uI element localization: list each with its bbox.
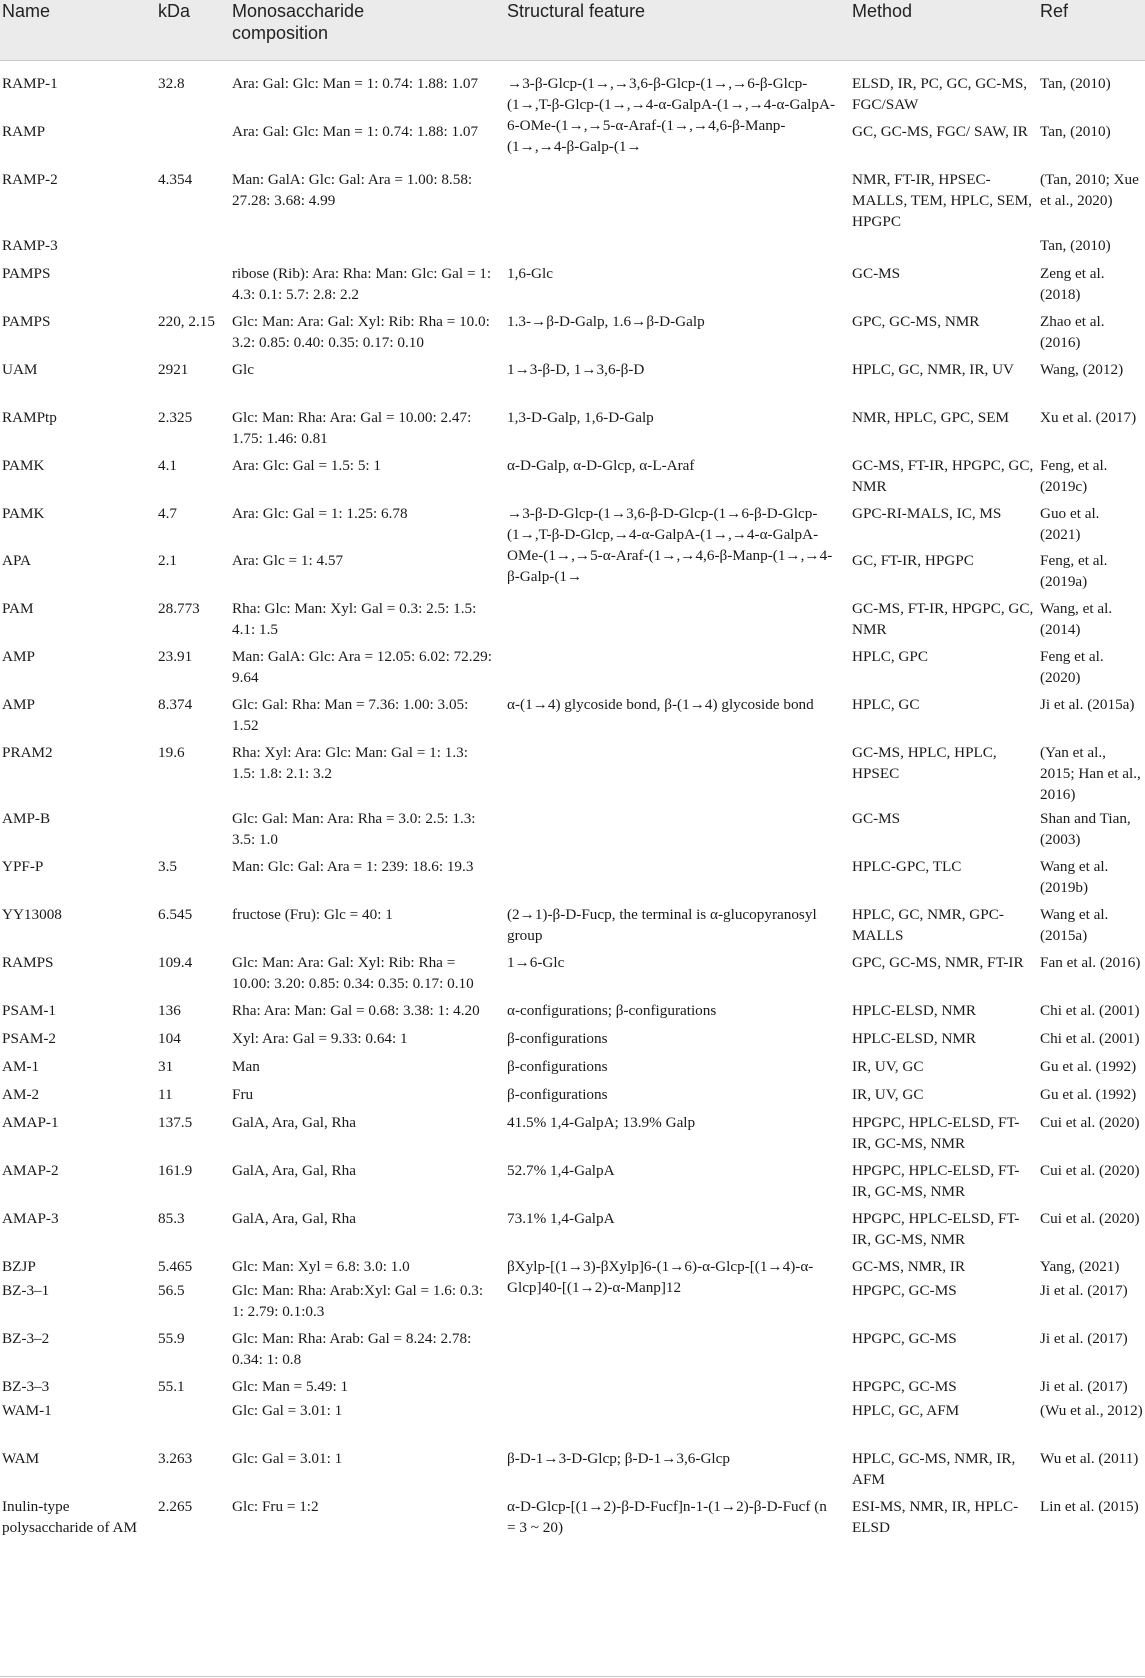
cell-name: AMAP-3 — [2, 1210, 59, 1227]
cell-name: RAMP — [2, 123, 46, 140]
cell-mono: Glc: Man: Rha: Arab:Xyl: Gal = 1.6: 0.3: 1: 2.79: 0.1:0.3 — [232, 1282, 484, 1320]
cell-kda: 2.1 — [158, 552, 177, 569]
cell-method: HPLC, GC, NMR, GPC-MALLS — [852, 906, 1004, 944]
cell-ref: Feng, et al. (2019c) — [1040, 457, 1108, 495]
cell-name: PAMK — [2, 457, 45, 474]
cell-ref: Cui et al. (2020) — [1040, 1114, 1140, 1131]
cell-method: HPGPC, GC-MS — [852, 1378, 957, 1395]
cell-name: RAMP-1 — [2, 75, 58, 92]
cell-ref: Wang, (2012) — [1040, 361, 1124, 378]
header-name: Name — [2, 1, 51, 21]
cell-mono: Man: GalA: Glc: Ara = 12.05: 6.02: 72.29: 9.64 — [232, 648, 492, 686]
cell-kda: 2.265 — [158, 1498, 193, 1515]
cell-mono: Glc: Fru = 1:2 — [232, 1498, 319, 1515]
cell-kda: 28.773 — [158, 600, 200, 617]
cell-ref: (Yan et al., 2015; Han et al., 2016) — [1040, 744, 1141, 803]
cell-name: UAM — [2, 361, 38, 378]
cell-ref: Xu et al. (2017) — [1040, 409, 1137, 426]
cell-method: ELSD, IR, PC, GC, GC-MS, FGC/SAW — [852, 75, 1028, 113]
cell-mono: Glc: Man: Rha: Arab: Gal = 8.24: 2.78: 0.34: 1: 0.8 — [232, 1330, 472, 1368]
cell-mono: Glc: Man = 5.49: 1 — [232, 1378, 349, 1395]
cell-method: GC-MS, HPLC, HPLC, HPSEC — [852, 744, 997, 782]
cell-feature: 1.3-→β-D-Galp, 1.6→β-D-Galp — [507, 313, 705, 330]
cell-ref: Wang et al. (2015a) — [1040, 906, 1109, 944]
cell-mono: Ara: Glc: Gal = 1.5: 5: 1 — [232, 457, 382, 474]
cell-name: AMP-B — [2, 810, 51, 827]
cell-kda: 137.5 — [158, 1114, 193, 1131]
cell-kda: 56.5 — [158, 1282, 185, 1299]
cell-method: HPLC, GC, AFM — [852, 1402, 960, 1419]
cell-feature: 41.5% 1,4-GalpA; 13.9% Galp — [507, 1114, 696, 1131]
cell-mono: Ara: Gal: Glc: Man = 1: 0.74: 1.88: 1.07 — [232, 75, 479, 92]
cell-mono: Rha: Glc: Man: Xyl: Gal = 0.3: 2.5: 1.5: 4.1: 1.5 — [232, 600, 477, 638]
cell-mono: Ara: Glc: Gal = 1: 1.25: 6.78 — [232, 505, 408, 522]
cell-name: RAMPS — [2, 954, 54, 971]
cell-method: GC, GC-MS, FGC/ SAW, IR — [852, 123, 1028, 140]
cell-ref: Chi et al. (2001) — [1040, 1030, 1140, 1047]
cell-name: RAMP-3 — [2, 237, 58, 254]
cell-feature: 52.7% 1,4-GalpA — [507, 1162, 615, 1179]
cell-kda: 6.545 — [158, 906, 193, 923]
cell-kda: 3.5 — [158, 858, 177, 875]
cell-method: HPGPC, GC-MS — [852, 1330, 957, 1347]
cell-kda: 19.6 — [158, 744, 185, 761]
table-header — [0, 0, 1145, 61]
cell-method: HPGPC, GC-MS — [852, 1282, 957, 1299]
cell-name: PAMPS — [2, 313, 51, 330]
cell-feature: β-D-1→3-D-Glcp; β-D-1→3,6-Glcp — [507, 1450, 730, 1467]
cell-feature: 1,3-D-Galp, 1,6-D-Galp — [507, 409, 654, 426]
cell-mono: Ara: Gal: Glc: Man = 1: 0.74: 1.88: 1.07 — [232, 123, 479, 140]
cell-mono: Glc: Gal = 3.01: 1 — [232, 1450, 343, 1467]
cell-method: GC-MS, NMR, IR — [852, 1258, 966, 1275]
cell-feature: →3-β-D-Glcp-(1→3,6-β-D-Glcp-(1→6-β-D-Glcp-(1→,T-β-D-Glcp,→4-α-GalpA-(1→,→4-α-GalpA-OMe-(1→,→5-α-Araf-(1→,→4,6-β-Manp-(1→,→4-β-Galp-(1→ — [507, 505, 833, 585]
cell-kda: 2.325 — [158, 409, 193, 426]
cell-ref: Cui et al. (2020) — [1040, 1162, 1140, 1179]
cell-method: GPC-RI-MALS, IC, MS — [852, 505, 1002, 522]
cell-name: APA — [2, 552, 31, 569]
cell-method: GPC, GC-MS, NMR — [852, 313, 980, 330]
cell-name: AMP — [2, 648, 35, 665]
cell-ref: Ji et al. (2017) — [1040, 1330, 1128, 1347]
cell-method: NMR, HPLC, GPC, SEM — [852, 409, 1009, 426]
cell-mono: Glc: Man: Ara: Gal: Xyl: Rib: Rha = 10.00: 3.20: 0.85: 0.34: 0.35: 0.17: 0.10 — [232, 954, 474, 992]
cell-feature: (2→1)-β-D-Fucp, the terminal is α-glucopyranosyl group — [507, 906, 817, 944]
cell-kda: 85.3 — [158, 1210, 185, 1227]
cell-method: HPLC, GC-MS, NMR, IR, AFM — [852, 1450, 1016, 1488]
header-mono: Monosaccharide composition — [232, 1, 365, 43]
cell-name: YY13008 — [2, 906, 62, 923]
cell-feature: βXylp-[(1→3)-βXylp]6-(1→6)-α-Glcp-[(1→4)-α-Glcp]40-[(1→2)-α-Manp]12 — [507, 1258, 814, 1296]
cell-kda: 2921 — [158, 361, 189, 378]
cell-method: HPGPC, HPLC-ELSD, FT-IR, GC-MS, NMR — [852, 1114, 1020, 1152]
cell-feature: α-configurations; β-configurations — [507, 1002, 717, 1019]
cell-name: Inulin-type polysaccharide of AM — [2, 1498, 137, 1536]
cell-mono: Glc: Man: Ara: Gal: Xyl: Rib: Rha = 10.0: 3.2: 0.85: 0.40: 0.35: 0.17: 0.10 — [232, 313, 490, 351]
cell-ref: Feng et al. (2020) — [1040, 648, 1104, 686]
cell-name: AM-1 — [2, 1058, 40, 1075]
cell-kda: 104 — [158, 1030, 181, 1047]
cell-mono: Fru — [232, 1086, 254, 1103]
cell-kda: 31 — [158, 1058, 174, 1075]
cell-feature: α-D-Glcp-[(1→2)-β-D-Fucf]n-1-(1→2)-β-D-Fucf (n = 3 ~ 20) — [507, 1498, 827, 1536]
cell-feature: β-configurations — [507, 1058, 608, 1075]
cell-mono: Rha: Xyl: Ara: Glc: Man: Gal = 1: 1.3: 1.5: 1.8: 2.1: 3.2 — [232, 744, 468, 782]
cell-kda: 5.465 — [158, 1258, 193, 1275]
cell-ref: Zhao et al. (2016) — [1040, 313, 1105, 351]
cell-mono: Glc: Man: Xyl = 6.8: 3.0: 1.0 — [232, 1258, 410, 1275]
cell-mono: Glc: Man: Rha: Ara: Gal = 10.00: 2.47: 1.75: 1.46: 0.81 — [232, 409, 472, 447]
cell-feature: β-configurations — [507, 1030, 608, 1047]
cell-method: GC-MS — [852, 810, 901, 827]
cell-name: AMAP-1 — [2, 1114, 59, 1131]
cell-method: HPLC, GC, NMR, IR, UV — [852, 361, 1015, 378]
cell-ref: Zeng et al. (2018) — [1040, 265, 1105, 303]
cell-kda: 55.1 — [158, 1378, 185, 1395]
header-method: Method — [852, 1, 913, 21]
cell-ref: Cui et al. (2020) — [1040, 1210, 1140, 1227]
cell-name: BZ-3–2 — [2, 1330, 50, 1347]
cell-ref: Feng, et al. (2019a) — [1040, 552, 1108, 590]
cell-ref: Chi et al. (2001) — [1040, 1002, 1140, 1019]
cell-method: IR, UV, GC — [852, 1058, 924, 1075]
cell-name: PAM — [2, 600, 34, 617]
cell-ref: Lin et al. (2015) — [1040, 1498, 1139, 1515]
cell-mono: GalA, Ara, Gal, Rha — [232, 1114, 356, 1131]
cell-name: BZ-3–1 — [2, 1282, 50, 1299]
cell-feature: 1→6-Glc — [507, 954, 565, 971]
cell-name: AM-2 — [2, 1086, 40, 1103]
cell-name: RAMPtp — [2, 409, 57, 426]
cell-name: YPF-P — [2, 858, 44, 875]
cell-name: BZJP — [2, 1258, 36, 1275]
cell-method: HPGPC, HPLC-ELSD, FT-IR, GC-MS, NMR — [852, 1210, 1020, 1248]
cell-method: HPLC-ELSD, NMR — [852, 1002, 977, 1019]
cell-name: AMP — [2, 696, 35, 713]
cell-kda: 4.354 — [158, 171, 193, 188]
cell-mono: Man — [232, 1058, 260, 1075]
cell-method: GC-MS, FT-IR, HPGPC, GC, NMR — [852, 457, 1034, 495]
cell-kda: 8.374 — [158, 696, 193, 713]
cell-feature: →3-β-Glcp-(1→,→3,6-β-Glcp-(1→,→6-β-Glcp-(1→,T-β-Glcp-(1→,→4-α-GalpA-(1→,→4-α-GalpA-6-OMe-(1→,→5-α-Araf-(1→,→4,6-β-Manp-(1→,→4-β-Galp-(1→ — [507, 75, 836, 155]
cell-ref: Tan, (2010) — [1040, 123, 1111, 140]
cell-name: PSAM-2 — [2, 1030, 57, 1047]
cell-kda: 4.1 — [158, 457, 177, 474]
cell-method: HPLC-GPC, TLC — [852, 858, 962, 875]
cell-mono: Xyl: Ara: Gal = 9.33: 0.64: 1 — [232, 1030, 408, 1047]
cell-ref: Yang, (2021) — [1040, 1258, 1120, 1275]
cell-name: PRAM2 — [2, 744, 53, 761]
cell-mono: Man: Glc: Gal: Ara = 1: 239: 18.6: 19.3 — [232, 858, 474, 875]
cell-mono: ribose (Rib): Ara: Rha: Man: Glc: Gal = 1: 4.3: 0.1: 5.7: 2.8: 2.2 — [232, 265, 492, 303]
cell-ref: Gu et al. (1992) — [1040, 1086, 1137, 1103]
cell-kda: 4.7 — [158, 505, 177, 522]
cell-method: GC-MS, FT-IR, HPGPC, GC, NMR — [852, 600, 1034, 638]
header-feature: Structural feature — [507, 1, 646, 21]
cell-feature: α-(1→4) glycoside bond, β-(1→4) glycoside bond — [507, 696, 814, 713]
cell-method: GC-MS — [852, 265, 901, 282]
cell-ref: Ji et al. (2017) — [1040, 1378, 1128, 1395]
cell-ref: (Tan, 2010; Xue et al., 2020) — [1040, 171, 1139, 209]
cell-feature: 1,6-Glc — [507, 265, 553, 282]
cell-method: GPC, GC-MS, NMR, FT-IR — [852, 954, 1024, 971]
cell-name: PAMK — [2, 505, 45, 522]
cell-method: HPLC, GPC — [852, 648, 928, 665]
cell-feature: 73.1% 1,4-GalpA — [507, 1210, 615, 1227]
cell-name: BZ-3–3 — [2, 1378, 50, 1395]
cell-kda: 11 — [158, 1086, 173, 1103]
cell-mono: Man: GalA: Glc: Gal: Ara = 1.00: 8.58: 27.28: 3.68: 4.99 — [232, 171, 473, 209]
cell-kda: 55.9 — [158, 1330, 185, 1347]
cell-ref: Wang, et al. (2014) — [1040, 600, 1113, 638]
cell-method: GC, FT-IR, HPGPC — [852, 552, 974, 569]
cell-name: PSAM-1 — [2, 1002, 57, 1019]
cell-ref: Tan, (2010) — [1040, 75, 1111, 92]
cell-ref: Tan, (2010) — [1040, 237, 1111, 254]
cell-name: PAMPS — [2, 265, 51, 282]
header-ref: Ref — [1040, 1, 1069, 21]
cell-ref: (Wu et al., 2012) — [1040, 1402, 1143, 1419]
cell-mono: Rha: Ara: Man: Gal = 0.68: 3.38: 1: 4.20 — [232, 1002, 480, 1019]
cell-feature: β-configurations — [507, 1086, 608, 1103]
cell-kda: 23.91 — [158, 648, 193, 665]
cell-method: HPLC-ELSD, NMR — [852, 1030, 977, 1047]
cell-ref: Guo et al. (2021) — [1040, 505, 1100, 543]
cell-ref: Wang et al. (2019b) — [1040, 858, 1109, 896]
cell-ref: Shan and Tian, (2003) — [1040, 810, 1131, 848]
cell-kda: 32.8 — [158, 75, 185, 92]
cell-mono: GalA, Ara, Gal, Rha — [232, 1162, 356, 1179]
cell-kda: 3.263 — [158, 1450, 193, 1467]
cell-method: HPGPC, HPLC-ELSD, FT-IR, GC-MS, NMR — [852, 1162, 1020, 1200]
cell-mono: Glc: Gal: Man: Ara: Rha = 3.0: 2.5: 1.3: 3.5: 1.0 — [232, 810, 476, 848]
cell-mono: Ara: Glc = 1: 4.57 — [232, 552, 344, 569]
bottom-rule — [0, 1676, 1145, 1677]
cell-kda: 136 — [158, 1002, 181, 1019]
cell-kda: 220, 2.15 — [158, 313, 215, 330]
cell-method: IR, UV, GC — [852, 1086, 924, 1103]
cell-ref: Fan et al. (2016) — [1040, 954, 1141, 971]
cell-method: ESI-MS, NMR, IR, HPLC-ELSD — [852, 1498, 1019, 1536]
cell-method: HPLC, GC — [852, 696, 920, 713]
cell-ref: Ji et al. (2017) — [1040, 1282, 1128, 1299]
cell-name: WAM — [2, 1450, 40, 1467]
cell-method: NMR, FT-IR, HPSEC-MALLS, TEM, HPLC, SEM, HPGPC — [852, 171, 1032, 230]
cell-kda: 109.4 — [158, 954, 193, 971]
cell-feature: α-D-Galp, α-D-Glcp, α-L-Araf — [507, 457, 695, 474]
cell-ref: Ji et al. (2015a) — [1040, 696, 1135, 713]
cell-kda: 161.9 — [158, 1162, 193, 1179]
cell-name: RAMP-2 — [2, 171, 58, 188]
cell-mono: GalA, Ara, Gal, Rha — [232, 1210, 356, 1227]
cell-name: AMAP-2 — [2, 1162, 59, 1179]
cell-ref: Gu et al. (1992) — [1040, 1058, 1137, 1075]
header-kda: kDa — [158, 1, 191, 21]
cell-mono: Glc — [232, 361, 254, 378]
cell-mono: fructose (Fru): Glc = 40: 1 — [232, 906, 393, 923]
cell-feature: 1→3-β-D, 1→3,6-β-D — [507, 361, 645, 378]
cell-mono: Glc: Gal: Rha: Man = 7.36: 1.00: 3.05: 1.52 — [232, 696, 469, 734]
cell-name: WAM-1 — [2, 1402, 52, 1419]
cell-mono: Glc: Gal = 3.01: 1 — [232, 1402, 343, 1419]
cell-ref: Wu et al. (2011) — [1040, 1450, 1139, 1467]
